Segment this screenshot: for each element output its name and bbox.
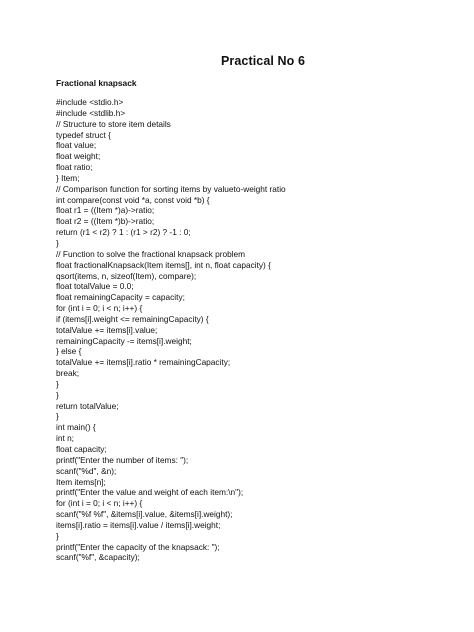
code-line: for (int i = 0; i < n; i++) { bbox=[56, 303, 143, 314]
code-line: totalValue += items[i].ratio * remainingCapacity; bbox=[56, 357, 231, 368]
code-line: // Comparison function for sorting items by valueto-weight ratio bbox=[56, 183, 286, 194]
code-line: int main() { bbox=[56, 422, 96, 433]
code-line: #include <stdio.h> bbox=[56, 97, 124, 107]
page-title: Practical No 6 bbox=[220, 54, 306, 68]
code-line: totalValue += items[i].value; bbox=[56, 324, 158, 335]
code-line: printf("Enter the number of items: "); bbox=[56, 454, 189, 465]
code-line: float capacity; bbox=[56, 444, 107, 454]
code-line: typedef struct { bbox=[56, 129, 111, 140]
code-line: scanf("%d", &n); bbox=[56, 465, 117, 476]
code-line: scanf("%f %f", &items[i].value, &items[i].weight); bbox=[56, 509, 233, 520]
code-line: float totalValue = 0.0; bbox=[56, 281, 134, 292]
code-listing bbox=[56, 97, 286, 563]
code-line: } bbox=[56, 411, 59, 422]
code-line: float remainingCapacity = capacity; bbox=[56, 292, 185, 303]
code-line: break; bbox=[56, 368, 80, 379]
code-line: if (items[i].weight <= remainingCapacity) { bbox=[56, 313, 209, 324]
code-line: } bbox=[56, 237, 59, 248]
code-line: for (int i = 0; i < n; i++) { bbox=[56, 498, 143, 509]
code-line: int compare(const void *a, const void *b) { bbox=[56, 194, 210, 205]
section-heading: Fractional knapsack bbox=[56, 78, 137, 88]
code-line: float weight; bbox=[56, 151, 101, 162]
code-line: // Structure to store item details bbox=[56, 118, 171, 129]
code-line: float r2 = ((Item *)b)->ratio; bbox=[56, 216, 155, 227]
code-line: // Function to solve the fractional knapsack problem bbox=[56, 248, 246, 259]
code-line: float fractionalKnapsack(Item items[], int n, float capacity) { bbox=[56, 259, 271, 270]
code-line: } bbox=[56, 530, 59, 541]
code-line: printf("Enter the capacity of the knapsack: "); bbox=[56, 541, 220, 552]
code-line: return totalValue; bbox=[56, 400, 119, 411]
code-line: #include <stdlib.h> bbox=[56, 107, 126, 118]
code-line: float ratio; bbox=[56, 162, 93, 173]
code-line: float value; bbox=[56, 140, 97, 151]
code-line: scanf("%f", &capacity); bbox=[56, 552, 140, 563]
code-line: items[i].ratio = items[i].value / items[i].weight; bbox=[56, 519, 221, 530]
code-line: return (r1 < r2) ? 1 : (r1 > r2) ? -1 : 0; bbox=[56, 227, 191, 238]
code-line: int n; bbox=[56, 433, 74, 444]
code-line: Item items[n]; bbox=[56, 476, 106, 487]
code-line: printf("Enter the value and weight of each item:\n"); bbox=[56, 487, 244, 498]
code-line: float r1 = ((Item *)a)->ratio; bbox=[56, 205, 155, 216]
code-line: } else { bbox=[56, 346, 82, 357]
code-line: } bbox=[56, 389, 59, 400]
code-line: qsort(items, n, sizeof(Item), compare); bbox=[56, 270, 197, 281]
code-line: } Item; bbox=[56, 172, 80, 183]
code-line: remainingCapacity -= items[i].weight; bbox=[56, 335, 192, 346]
code-line: } bbox=[56, 378, 59, 389]
